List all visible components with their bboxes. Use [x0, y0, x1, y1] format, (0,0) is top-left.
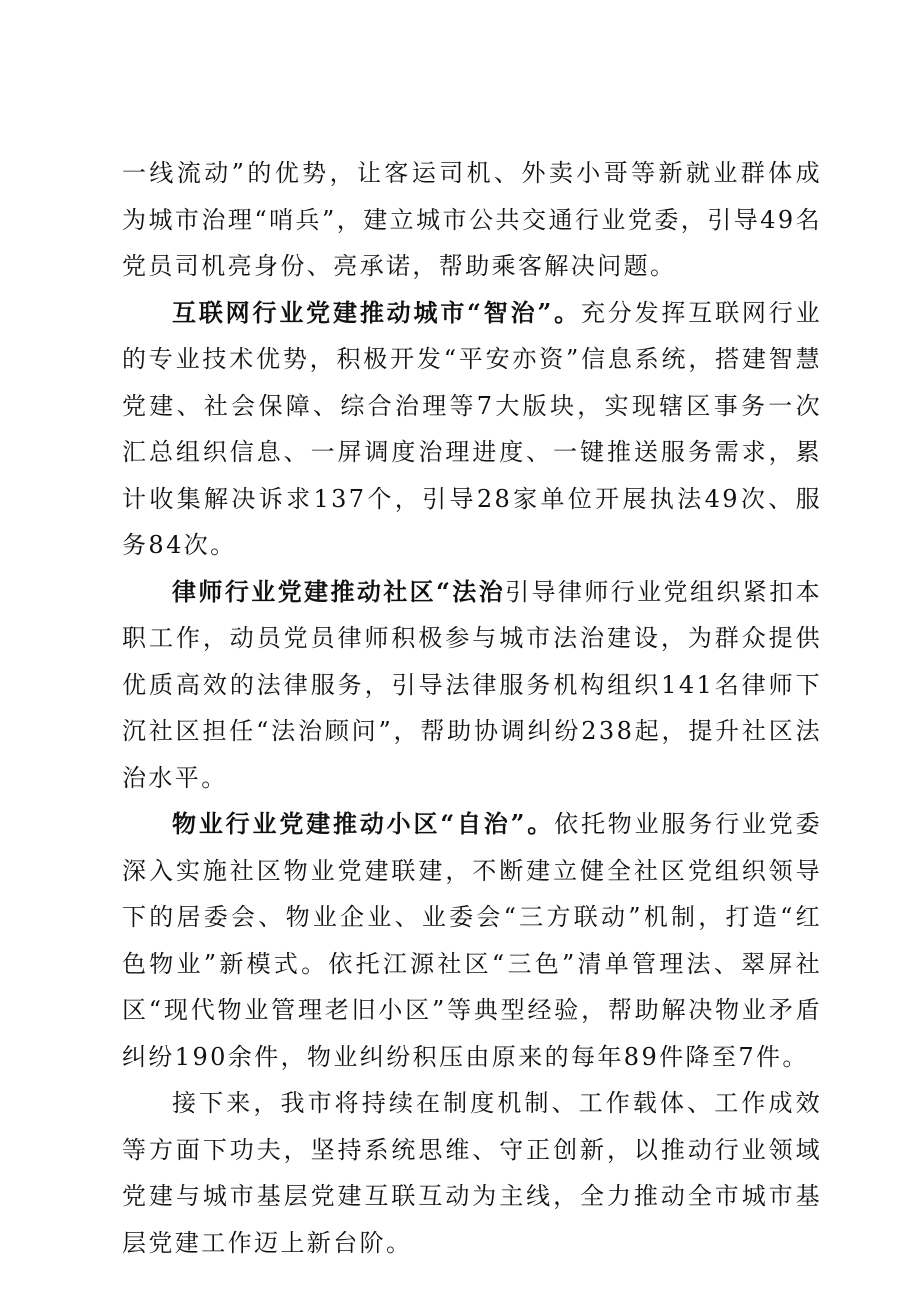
paragraph-text: 引导律师行业党组织紧扣本职工作，动员党员律师积极参与城市法治建设，为群众提供优质高效的法律服务，引导法律服务机构组织141名律师下沉社区担任“法治顾问”，帮助协调纠纷238起，提升社区法治水平。	[122, 577, 822, 792]
paragraph-text: 一线流动”的优势，让客运司机、外卖小哥等新就业群体成为城市治理“哨兵”，建立城市公共交通行业党委，引导49名党员司机亮身份、亮承诺，帮助乘客解决问题。	[122, 159, 822, 280]
paragraph-next-steps	[122, 1080, 822, 1266]
paragraph-text: 依托物业服务行业党委深入实施社区物业党建联建，不断建立健全社区党组织领导下的居委会、物业企业、业委会“三方联动”机制，打造“红色物业”新模式。依托江源社区“三色”清单管理法、翠屏社区“现代物业管理老旧小区”等典型经验，帮助解决物业矛盾纠纷190余件，物业纠纷积压由原来的每年89件降至7件。	[122, 810, 823, 1071]
paragraph-heading: 物业行业党建推动小区“自治”。	[172, 809, 555, 838]
paragraph-heading: 互联网行业党建推动城市“智治”。	[172, 297, 581, 327]
paragraph-internet-industry	[122, 290, 822, 569]
paragraph-lawyer-industry	[122, 569, 822, 802]
paragraph-property-industry	[122, 801, 822, 1080]
paragraph-heading: 律师行业党建推动社区“法治	[172, 576, 506, 606]
paragraph-new-employment-groups	[122, 150, 822, 290]
paragraph-text: 接下来，我市将持续在制度机制、工作载体、工作成效等方面下功夫，坚持系统思维、守正创新，以推动行业领域党建与城市基层党建互联互动为主线，全力推动全市城市基层党建工作迈上新台阶。	[122, 1089, 822, 1257]
paragraph-text: 充分发挥互联网行业的专业技术优势，积极开发“平安亦资”信息系统，搭建智慧党建、社会保障、综合治理等7大版块，实现辖区事务一次汇总组织信息、一屏调度治理进度、一键推送服务需求，累计收集解决诉求137个，引导28家单位开展执法49次、服务84次。	[122, 298, 822, 559]
document-body	[122, 150, 822, 1266]
